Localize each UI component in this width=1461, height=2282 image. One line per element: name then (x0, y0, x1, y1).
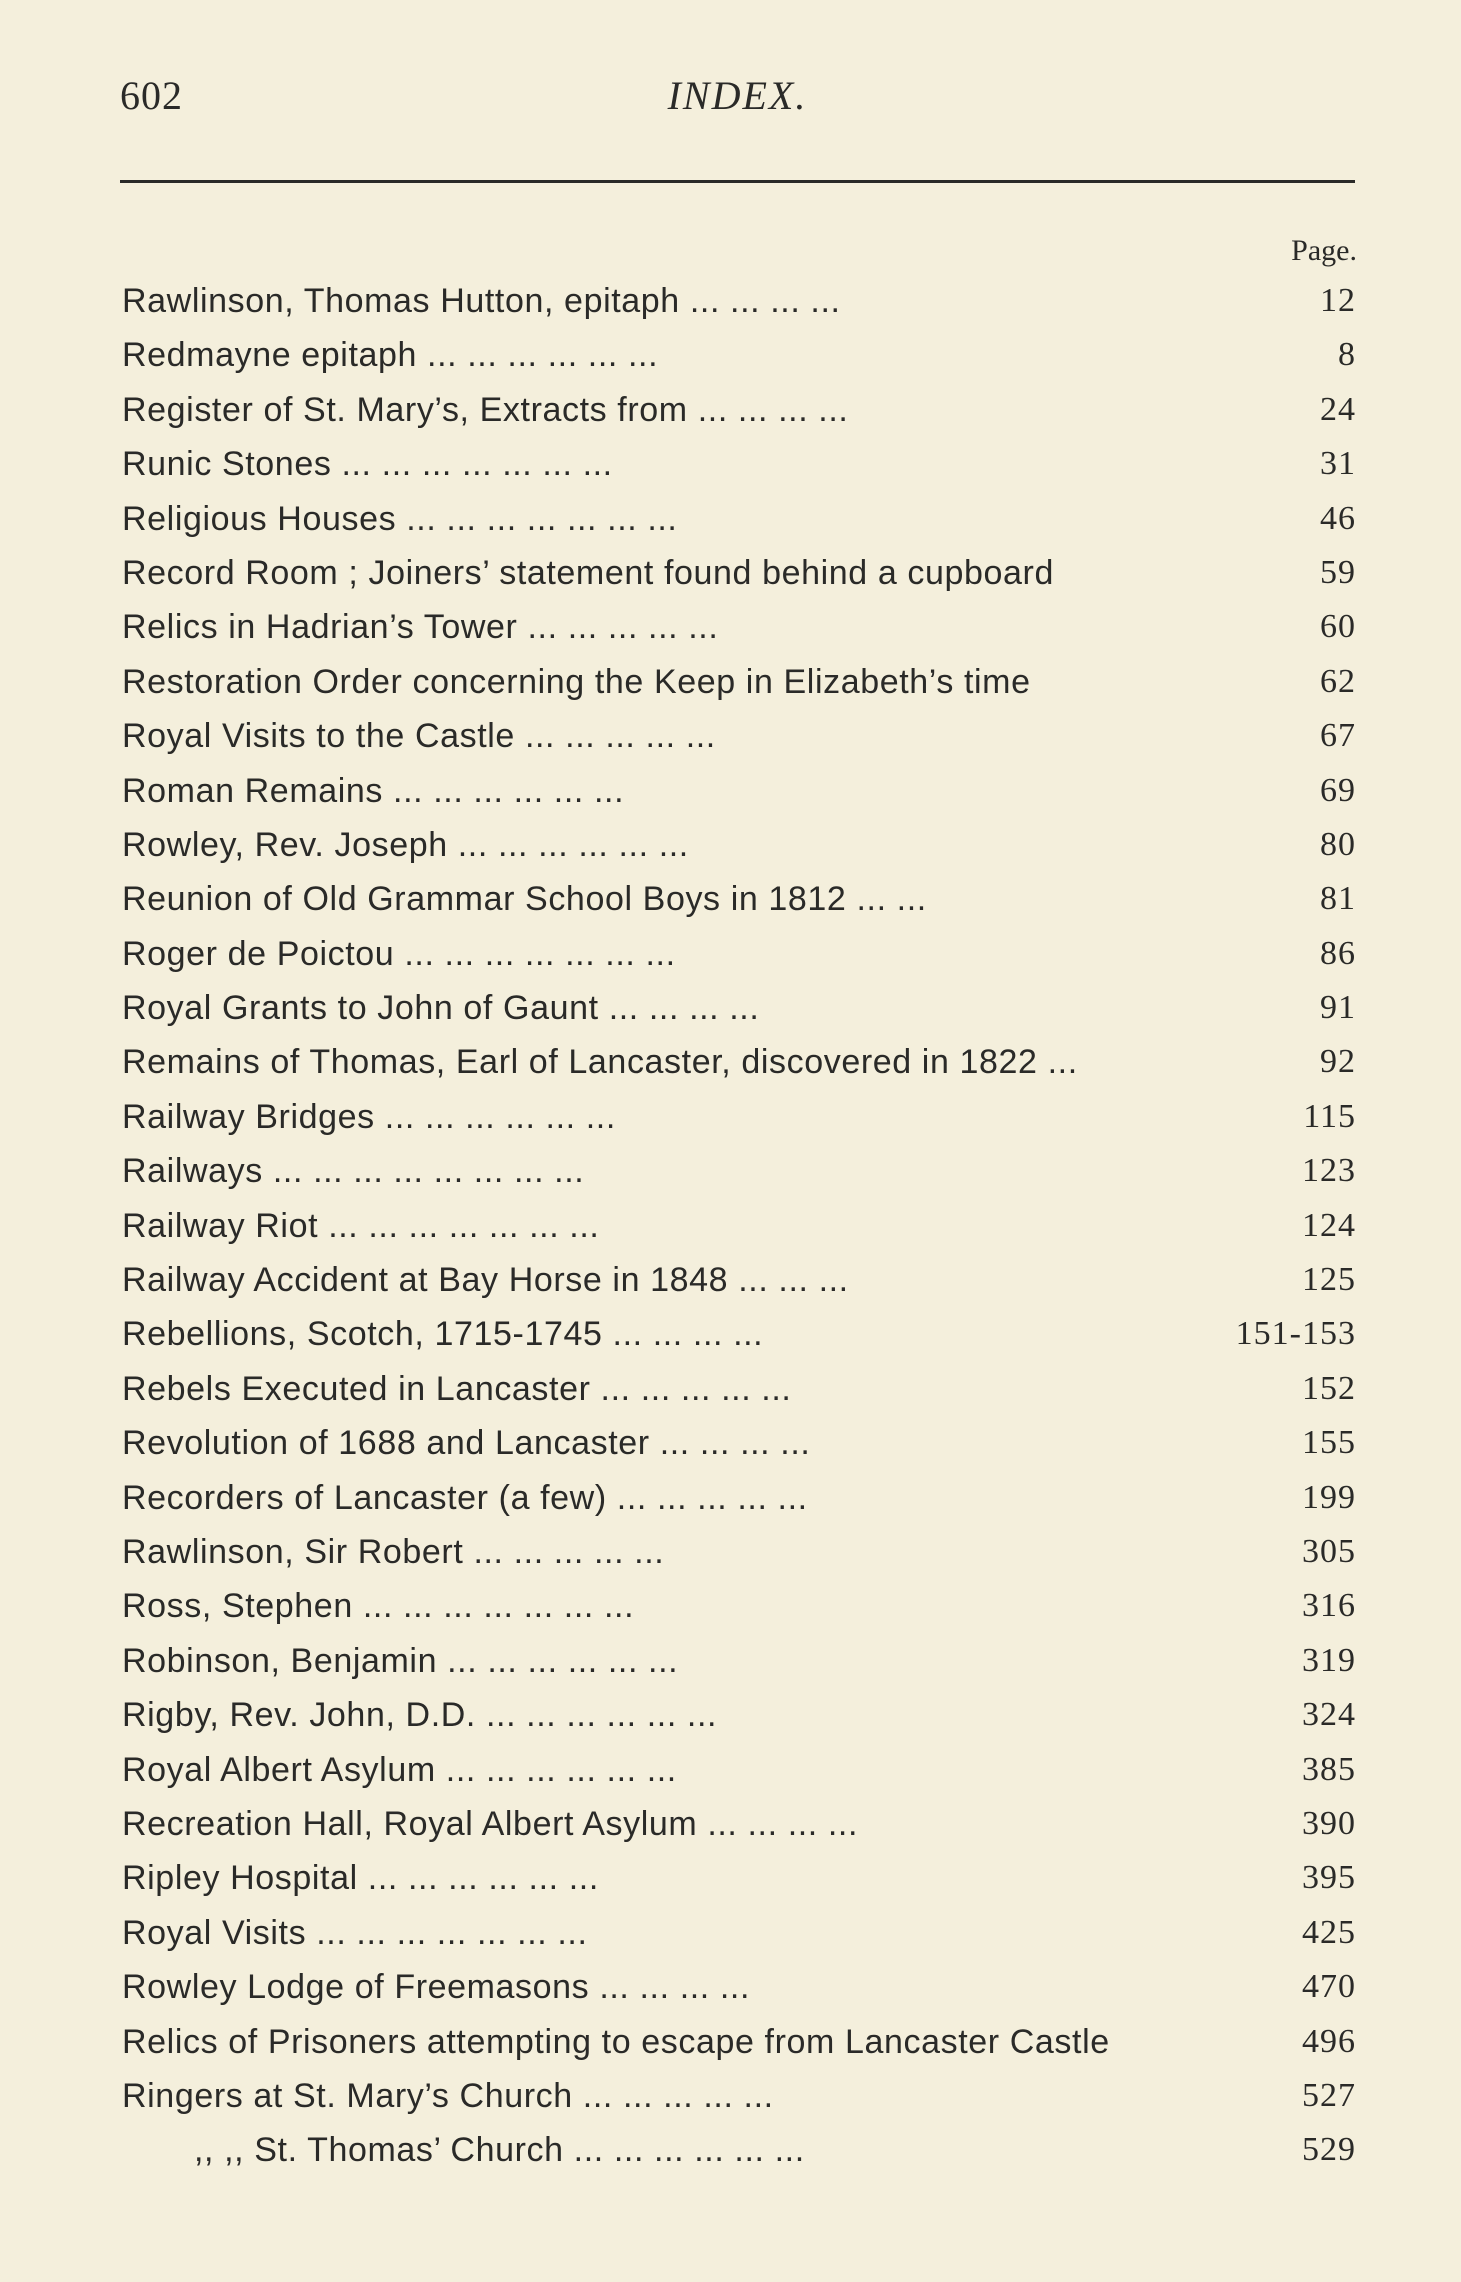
entry-subject: Religious Houses ... ... ... ... ... ... ... (122, 499, 678, 538)
index-entry (122, 546, 1356, 600)
entry-subject: Remains of Thomas, Earl of Lancaster, discovered in 1822 ... (122, 1043, 1078, 1082)
index-entry (122, 655, 1356, 709)
entry-subject: Revolution of 1688 and Lancaster ... ... ... ... (122, 1424, 811, 1463)
entry-subject: Rowley Lodge of Freemasons ... ... ... ... (122, 1968, 751, 2007)
page-number: 602 (120, 73, 183, 118)
index-entry (122, 927, 1356, 981)
index-entry (122, 818, 1356, 872)
entry-page-number: 305 (1302, 1532, 1356, 1570)
entry-subject: Railway Bridges ... ... ... ... ... ... (122, 1097, 616, 1136)
entry-subject: Royal Visits ... ... ... ... ... ... ... (122, 1913, 588, 1952)
entry-subject: Ringers at St. Mary’s Church ... ... ... ... ... (122, 2076, 774, 2115)
entry-page-number: 385 (1302, 1750, 1356, 1788)
index-entry (122, 2069, 1356, 2123)
index-entry (122, 437, 1356, 491)
entry-page-number: 81 (1320, 880, 1356, 918)
index-entry (122, 2123, 1356, 2177)
entry-page-number: 316 (1302, 1587, 1356, 1625)
index-entry (122, 1144, 1356, 1198)
entry-page-number: 67 (1320, 717, 1356, 755)
index-entry (122, 872, 1356, 926)
entry-page-number: 59 (1320, 553, 1356, 591)
entry-page-number: 527 (1302, 2076, 1356, 2114)
entry-page-number: 69 (1320, 771, 1356, 809)
index-entry (122, 383, 1356, 437)
entry-subject: Relics in Hadrian’s Tower ... ... ... ... ... (122, 608, 719, 647)
entry-page-number: 8 (1338, 336, 1356, 374)
index-entry (122, 274, 1356, 328)
entry-subject: Restoration Order concerning the Keep in Elizabeth’s time (122, 662, 1031, 701)
entry-page-number: 46 (1320, 499, 1356, 537)
index-entry (122, 981, 1356, 1035)
index-entries (122, 274, 1356, 2178)
index-entry (122, 1416, 1356, 1470)
entry-subject: Recreation Hall, Royal Albert Asylum ... ... ... ... (122, 1804, 859, 1843)
entry-subject: Roger de Poictou ... ... ... ... ... ... ... (122, 934, 676, 973)
entry-page-number: 390 (1302, 1804, 1356, 1842)
index-entry (122, 2015, 1356, 2069)
entry-page-number: 496 (1302, 2022, 1356, 2060)
index-entry (122, 1634, 1356, 1688)
header-rule (120, 180, 1355, 183)
entry-page-number: 62 (1320, 662, 1356, 700)
entry-page-number: 86 (1320, 934, 1356, 972)
page-header (120, 72, 1355, 132)
index-entry (122, 1362, 1356, 1416)
entry-page-number: 91 (1320, 989, 1356, 1027)
entry-page-number: 324 (1302, 1696, 1356, 1734)
entry-page-number: 470 (1302, 1968, 1356, 2006)
entry-page-number: 529 (1302, 2131, 1356, 2169)
entry-page-number: 24 (1320, 390, 1356, 428)
index-entry (122, 764, 1356, 818)
entry-subject: Ross, Stephen ... ... ... ... ... ... ... (122, 1587, 635, 1626)
index-entry (122, 1090, 1356, 1144)
entry-subject: Railway Accident at Bay Horse in 1848 ... ... ... (122, 1261, 849, 1300)
entry-subject: Rawlinson, Sir Robert ... ... ... ... ... (122, 1532, 665, 1571)
entry-page-number: 319 (1302, 1641, 1356, 1679)
entry-subject: ,, ,, St. Thomas’ Church ... ... ... ... ... ... (194, 2131, 805, 2170)
entry-subject: Redmayne epitaph ... ... ... ... ... ... (122, 336, 659, 375)
entry-subject: Relics of Prisoners attempting to escape from Lancaster Castle (122, 2022, 1110, 2061)
index-entry (122, 709, 1356, 763)
entry-subject: Railways ... ... ... ... ... ... ... ... (122, 1152, 585, 1191)
entry-subject: Recorders of Lancaster (a few) ... ... ... ... ... (122, 1478, 808, 1517)
entry-subject: Robinson, Benjamin ... ... ... ... ... ... (122, 1641, 679, 1680)
entry-subject: Register of St. Mary’s, Extracts from ... ... ... ... (122, 390, 849, 429)
index-entry (122, 1525, 1356, 1579)
index-entry (122, 1035, 1356, 1089)
entry-page-number: 395 (1302, 1859, 1356, 1897)
entry-page-number: 92 (1320, 1043, 1356, 1081)
entry-page-number: 12 (1320, 282, 1356, 319)
index-entry (122, 1579, 1356, 1633)
index-entry (122, 1253, 1356, 1307)
entry-page-number: 151-153 (1235, 1315, 1356, 1353)
entry-page-number: 155 (1302, 1424, 1356, 1462)
entry-subject: Railway Riot ... ... ... ... ... ... ... (122, 1206, 600, 1245)
entry-page-number: 425 (1302, 1913, 1356, 1951)
index-entry (122, 1960, 1356, 2014)
entry-subject: Rebels Executed in Lancaster ... ... ... ... ... (122, 1369, 792, 1408)
index-entry (122, 1199, 1356, 1253)
index-entry (122, 600, 1356, 654)
index-entry (122, 1471, 1356, 1525)
page-column-heading: Page. (1291, 234, 1357, 267)
index-entry (122, 1307, 1356, 1361)
entry-subject: Rigby, Rev. John, D.D. ... ... ... ... ... ... (122, 1696, 718, 1735)
entry-subject: Royal Visits to the Castle ... ... ... ... ... (122, 717, 716, 756)
index-entry (122, 1688, 1356, 1742)
index-entry (122, 328, 1356, 382)
entry-subject: Ripley Hospital ... ... ... ... ... ... (122, 1859, 599, 1898)
index-entry (122, 1743, 1356, 1797)
entry-page-number: 31 (1320, 445, 1356, 483)
entry-page-number: 123 (1302, 1152, 1356, 1190)
entry-page-number: 60 (1320, 608, 1356, 646)
index-entry (122, 1906, 1356, 1960)
index-entry (122, 1797, 1356, 1851)
entry-page-number: 124 (1302, 1206, 1356, 1244)
entry-page-number: 199 (1302, 1478, 1356, 1516)
entry-subject: Rawlinson, Thomas Hutton, epitaph ... ... ... ... (122, 282, 841, 320)
entry-page-number: 125 (1302, 1261, 1356, 1299)
entry-page-number: 80 (1320, 825, 1356, 863)
entry-subject: Record Room ; Joiners’ statement found behind a cupboard (122, 553, 1054, 592)
entry-page-number: 115 (1303, 1097, 1356, 1135)
entry-subject: Royal Grants to John of Gaunt ... ... ... ... (122, 989, 760, 1028)
entry-subject: Royal Albert Asylum ... ... ... ... ... ... (122, 1750, 677, 1789)
entry-subject: Reunion of Old Grammar School Boys in 1812 ... ... (122, 880, 927, 919)
entry-subject: Runic Stones ... ... ... ... ... ... ... (122, 445, 613, 484)
entry-subject: Rebellions, Scotch, 1715-1745 ... ... ... ... (122, 1315, 764, 1354)
entry-subject: Roman Remains ... ... ... ... ... ... (122, 771, 625, 810)
entry-subject: Rowley, Rev. Joseph ... ... ... ... ... ... (122, 825, 689, 864)
index-entry (122, 1851, 1356, 1905)
running-title: INDEX. (667, 73, 808, 118)
entry-page-number: 152 (1302, 1369, 1356, 1407)
index-entry (122, 492, 1356, 546)
